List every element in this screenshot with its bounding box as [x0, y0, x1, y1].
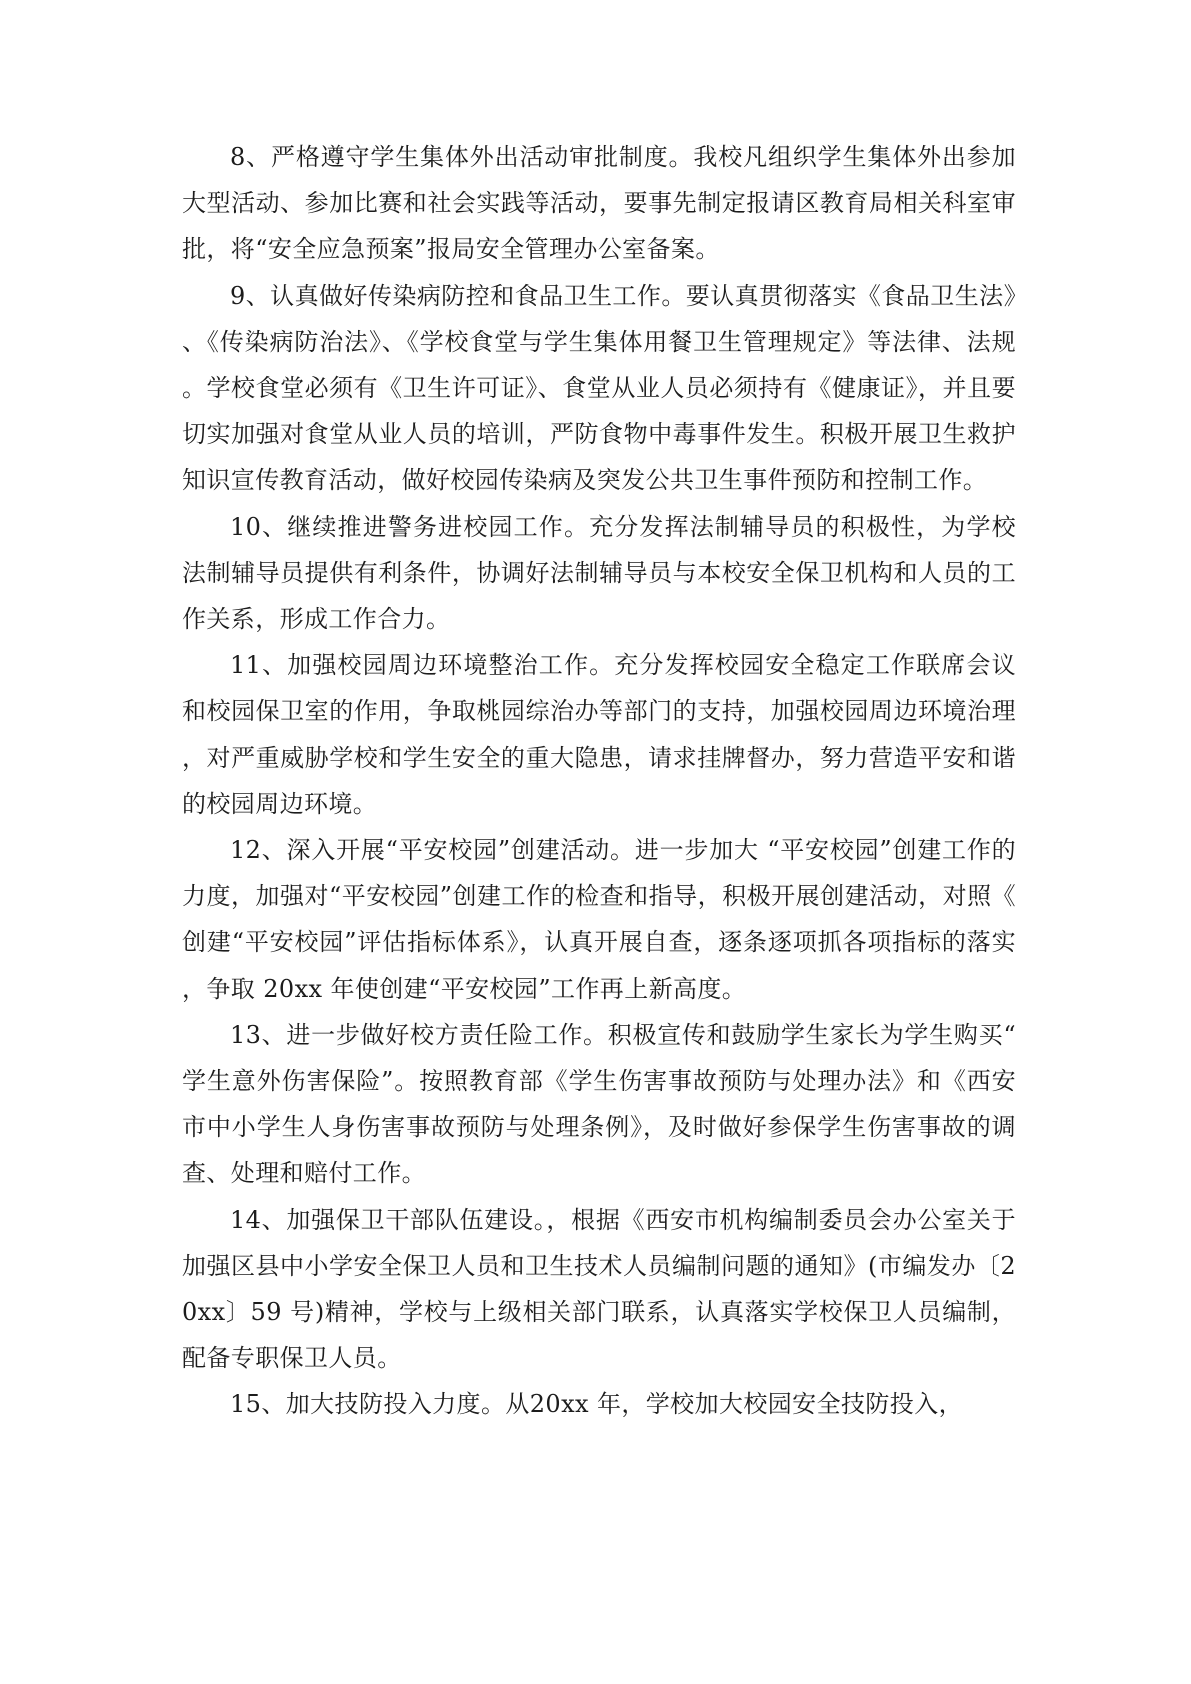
- document-body: [182, 134, 1016, 1428]
- paragraph-12: 12、深入开展“平安校园”创建活动。进一步加大 “平安校园”创建工作的力度，加强对“平安校园”创建工作的检查和指导，积极开展创建活动，对照《创建“平安校园”评估指标体系》，认真开展自查，逐条逐项抓各项指标的落实，争取 20xx 年使创建“平安校园”工作再上新高度。: [182, 836, 1016, 1003]
- paragraph-8: 8、严格遵守学生集体外出活动审批制度。我校凡组织学生集体外出参加大型活动、参加比赛和社会实践等活动，要事先制定报请区教育局相关科室审批，将“安全应急预案”报局安全管理办公室备案。: [182, 143, 1016, 264]
- paragraph-15: 15、加大技防投入力度。从20xx 年，学校加大校园安全技防投入，: [230, 1390, 963, 1419]
- paragraph-14: 14、加强保卫干部队伍建设。，根据《西安市机构编制委员会办公室关于加强区县中小学安全保卫人员和卫生技术人员编制问题的通知》(市编发办〔20xx〕59 号)精神，学校与上级相关部门联系，认真落实学校保卫人员编制，配备专职保卫人员。: [182, 1205, 1016, 1373]
- paragraph-9: 9、认真做好传染病防控和食品卫生工作。要认真贯彻落实《食品卫生法》、《传染病防治法》、《学校食堂与学生集体用餐卫生管理规定》等法律、法规。学校食堂必须有《卫生许可证》、食堂从业人员必须持有《健康证》，并且要切实加强对食堂从业人员的培训，严防食物中毒事件发生。积极开展卫生救护知识宣传教育活动，做好校园传染病及突发公共卫生事件预防和控制工作。: [182, 281, 1016, 495]
- paragraph-11: 11、加强校园周边环境整治工作。充分发挥校园安全稳定工作联席会议和校园保卫室的作用，争取桃园综治办等部门的支持，加强校园周边环境治理，对严重威胁学校和学生安全的重大隐患，请求挂牌督办，努力营造平安和谐的校园周边环境。: [182, 651, 1016, 818]
- paragraph-10: 10、继续推进警务进校园工作。充分发挥法制辅导员的积极性，为学校法制辅导员提供有利条件，协调好法制辅导员与本校安全保卫机构和人员的工作关系，形成工作合力。: [182, 512, 1016, 634]
- paragraph-13: 13、进一步做好校方责任险工作。积极宣传和鼓励学生家长为学生购买“学生意外伤害保险”。按照教育部《学生伤害事故预防与处理办法》和《西安市中小学生人身伤害事故预防与处理条例》，及时做好参保学生伤害事故的调查、处理和赔付工作。: [182, 1020, 1016, 1188]
